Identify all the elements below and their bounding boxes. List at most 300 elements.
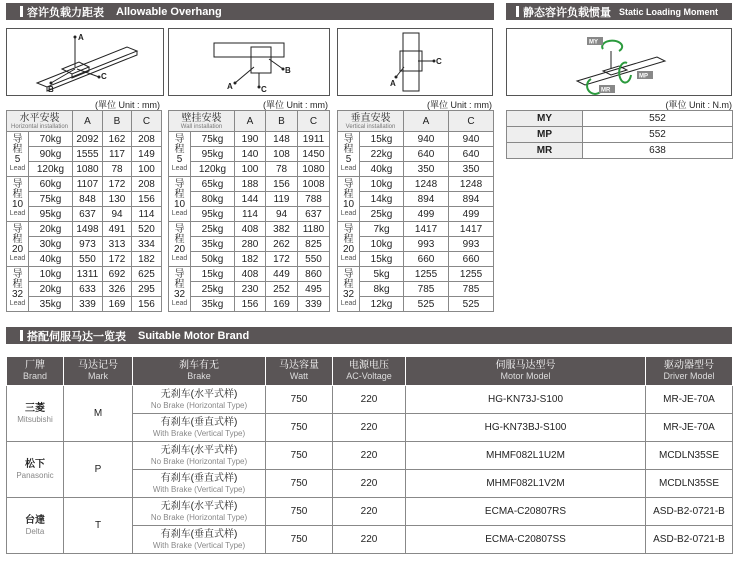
install-type-cn: 垂直安裝	[350, 112, 391, 124]
table-row	[169, 297, 330, 312]
diagram-label-b: B	[285, 66, 291, 75]
value-cell: 148	[266, 132, 298, 147]
table-row	[169, 222, 330, 237]
value-cell: 940	[449, 132, 494, 147]
value-cell: 640	[404, 147, 449, 162]
load-cell: 12kg	[360, 297, 404, 312]
value-cell: 1255	[404, 267, 449, 282]
watt-cell: 750	[266, 526, 333, 554]
value-cell: 940	[404, 132, 449, 147]
table-row	[507, 111, 733, 127]
table-row	[7, 162, 162, 177]
diagram-label-c: C	[261, 85, 267, 94]
value-cell: 144	[235, 192, 266, 207]
load-cell: 50kg	[191, 252, 235, 267]
load-cell: 10kg	[29, 267, 73, 282]
value-cell: 149	[132, 147, 162, 162]
value-cell: 350	[404, 162, 449, 177]
brake-en: With Brake (Vertical Type)	[152, 484, 246, 494]
value-cell: 825	[298, 237, 330, 252]
table-row	[169, 252, 330, 267]
value-cell: 162	[103, 132, 132, 147]
value-cell: 172	[103, 252, 132, 267]
lead-cell	[338, 222, 360, 267]
unit-label-nm: (單位 Unit : N.m)	[665, 100, 732, 110]
header-row	[169, 111, 330, 132]
value-cell: 973	[73, 237, 103, 252]
brand-en: Mitsubishi	[17, 414, 53, 424]
value-cell: 1311	[73, 267, 103, 282]
driver-model-cell: ASD-B2-0721-B	[646, 526, 733, 554]
lead-en: Lead	[9, 165, 26, 172]
install-type-cn: 壁挂安裝	[181, 112, 222, 124]
column-header: A	[235, 111, 266, 132]
diagram-label-mp: MP	[639, 73, 648, 80]
brake-en: With Brake (Vertical Type)	[152, 540, 246, 550]
brake-cell	[133, 386, 266, 414]
voltage-cell: 220	[333, 470, 406, 498]
lead-en: Lead	[9, 255, 26, 262]
moment-name-cell: MY	[507, 111, 583, 127]
static-section-header	[506, 3, 732, 20]
lead-number: 32	[342, 289, 355, 300]
table-row	[169, 207, 330, 222]
load-cell: 25kg	[191, 282, 235, 297]
load-cell: 25kg	[360, 207, 404, 222]
value-cell: 156	[266, 177, 298, 192]
voltage-cell: 220	[333, 414, 406, 442]
brake-cn: 有刹车(垂直式样)	[160, 416, 238, 428]
load-cell: 90kg	[29, 147, 73, 162]
vertical-overhang-table	[337, 110, 494, 312]
lead-cn: 导程	[343, 224, 354, 245]
value-cell: 1555	[73, 147, 103, 162]
moment-illustration	[507, 29, 731, 95]
moment-value-cell: 552	[583, 127, 733, 143]
brake-en: With Brake (Vertical Type)	[152, 428, 246, 438]
brake-cn: 无刹车(水平式样)	[160, 500, 238, 512]
load-cell: 120kg	[191, 162, 235, 177]
lead-cn: 导程	[174, 269, 185, 290]
watt-cell: 750	[266, 414, 333, 442]
static-moment-table	[506, 110, 733, 159]
brake-en: No Brake (Horizontal Type)	[150, 512, 248, 522]
motor-section-header	[6, 327, 732, 344]
lead-number: 10	[173, 199, 186, 210]
motor-model-cell: MHMF082L1U2M	[406, 442, 646, 470]
load-cell: 95kg	[29, 207, 73, 222]
header-en: Brake	[187, 371, 211, 381]
table-row	[7, 252, 162, 267]
table-row	[338, 252, 494, 267]
value-cell: 114	[132, 207, 162, 222]
brake-cell	[133, 526, 266, 554]
value-cell: 1417	[449, 222, 494, 237]
lead-cell	[169, 177, 191, 222]
value-cell: 785	[449, 282, 494, 297]
brand-cell	[7, 386, 64, 442]
header-cn: 马达容量	[279, 360, 319, 371]
table-row	[7, 192, 162, 207]
value-cell: 190	[235, 132, 266, 147]
column-header: A	[73, 111, 103, 132]
value-cell: 1080	[73, 162, 103, 177]
value-cell: 1180	[298, 222, 330, 237]
lead-cell	[7, 267, 29, 312]
load-cell: 15kg	[360, 252, 404, 267]
value-cell: 520	[132, 222, 162, 237]
column-header: C	[298, 111, 330, 132]
column-header	[646, 357, 733, 386]
value-cell: 499	[449, 207, 494, 222]
install-type-header	[7, 111, 73, 132]
table-row	[338, 192, 494, 207]
moment-name-cell: MP	[507, 127, 583, 143]
table-row	[169, 237, 330, 252]
value-cell: 100	[132, 162, 162, 177]
value-cell: 182	[235, 252, 266, 267]
header-en: Watt	[289, 371, 309, 381]
install-type-en: Vertical installation	[345, 123, 396, 130]
header-row	[7, 357, 733, 386]
table-row	[338, 222, 494, 237]
brake-cn: 有刹车(垂直式样)	[160, 472, 238, 484]
value-cell: 993	[404, 237, 449, 252]
value-cell: 295	[132, 282, 162, 297]
value-cell: 313	[103, 237, 132, 252]
table-row	[338, 207, 494, 222]
moment-value-cell: 552	[583, 111, 733, 127]
header-cn: 驱动器型号	[664, 360, 714, 371]
value-cell: 350	[449, 162, 494, 177]
lead-en: Lead	[171, 210, 188, 217]
diagram-label-mr: MR	[601, 87, 611, 94]
column-header: B	[103, 111, 132, 132]
table-row	[338, 132, 494, 147]
value-cell: 525	[449, 297, 494, 312]
load-cell: 35kg	[191, 297, 235, 312]
load-cell: 10kg	[360, 177, 404, 192]
table-row	[338, 267, 494, 282]
lead-cn: 导程	[174, 134, 185, 155]
header-cn: 伺服马达型号	[495, 360, 556, 371]
table-row	[169, 192, 330, 207]
lead-en: Lead	[171, 300, 188, 307]
install-type-header	[338, 111, 404, 132]
diagram-label-c: C	[436, 57, 442, 66]
value-cell: 1911	[298, 132, 330, 147]
value-cell: 156	[235, 297, 266, 312]
value-cell: 499	[404, 207, 449, 222]
table-row	[7, 147, 162, 162]
value-cell: 894	[404, 192, 449, 207]
lead-number: 20	[342, 244, 355, 255]
brand-cn: 松下	[25, 458, 45, 470]
load-cell: 75kg	[191, 132, 235, 147]
watt-cell: 750	[266, 442, 333, 470]
table-row	[7, 222, 162, 237]
table-row	[7, 207, 162, 222]
load-cell: 35kg	[29, 297, 73, 312]
static-title-en: Static Loading Moment	[619, 6, 718, 17]
moment-value-cell: 638	[583, 143, 733, 159]
table-row	[7, 442, 733, 470]
value-cell: 550	[73, 252, 103, 267]
static-moment-diagram	[506, 28, 732, 96]
lead-number: 5	[176, 154, 183, 165]
value-cell: 1450	[298, 147, 330, 162]
value-cell: 1107	[73, 177, 103, 192]
lead-number: 10	[342, 199, 355, 210]
horizontal-actuator-illustration	[7, 29, 163, 95]
lead-cn: 导程	[343, 269, 354, 290]
brand-en: Panasonic	[16, 470, 54, 480]
unit-label-mm: (單位 Unit : mm)	[427, 100, 492, 110]
value-cell: 495	[298, 282, 330, 297]
value-cell: 230	[235, 282, 266, 297]
voltage-cell: 220	[333, 442, 406, 470]
load-cell: 75kg	[29, 192, 73, 207]
table-row	[338, 237, 494, 252]
mark-cell: M	[64, 386, 133, 442]
table-row	[338, 162, 494, 177]
value-cell: 860	[298, 267, 330, 282]
static-title-cn: 静态容许负载惯量	[523, 6, 611, 19]
unit-label-mm: (單位 Unit : mm)	[263, 100, 328, 110]
driver-model-cell: MR-JE-70A	[646, 414, 733, 442]
diagram-label-a: A	[390, 79, 396, 88]
header-en: Brand	[22, 371, 48, 381]
load-cell: 95kg	[191, 207, 235, 222]
table-row	[507, 127, 733, 143]
value-cell: 408	[235, 267, 266, 282]
driver-model-cell: MCDLN35SE	[646, 470, 733, 498]
install-type-cn: 水平安裝	[19, 112, 60, 124]
column-header	[7, 357, 64, 386]
value-cell: 119	[266, 192, 298, 207]
diagram-label-c: C	[101, 72, 107, 81]
table-row	[507, 143, 733, 159]
brake-cell	[133, 498, 266, 526]
vertical-install-diagram	[337, 28, 493, 96]
table-row	[338, 177, 494, 192]
brake-en: No Brake (Horizontal Type)	[150, 400, 248, 410]
overhang-title-en: Allowable Overhang	[116, 5, 222, 18]
value-cell: 1008	[298, 177, 330, 192]
value-cell: 894	[449, 192, 494, 207]
lead-number: 20	[11, 244, 24, 255]
lead-en: Lead	[9, 300, 26, 307]
brand-cell	[7, 442, 64, 498]
lead-en: Lead	[340, 300, 357, 307]
lead-number: 10	[11, 199, 24, 210]
table-row	[7, 386, 733, 414]
value-cell: 408	[235, 222, 266, 237]
load-cell: 95kg	[191, 147, 235, 162]
lead-cn: 导程	[12, 179, 23, 200]
column-header	[406, 357, 646, 386]
table-row	[338, 297, 494, 312]
lead-number: 32	[173, 289, 186, 300]
lead-en: Lead	[171, 165, 188, 172]
brake-cn: 无刹车(水平式样)	[160, 388, 238, 400]
value-cell: 1498	[73, 222, 103, 237]
load-cell: 80kg	[191, 192, 235, 207]
lead-cn: 导程	[174, 224, 185, 245]
value-cell: 280	[235, 237, 266, 252]
table-row	[7, 297, 162, 312]
table-row	[169, 177, 330, 192]
horizontal-overhang-table	[6, 110, 162, 312]
brake-cn: 有刹车(垂直式样)	[160, 528, 238, 540]
header-cn: 电源电压	[349, 360, 389, 371]
value-cell: 334	[132, 237, 162, 252]
lead-cell	[338, 177, 360, 222]
header-cn: 厂牌	[25, 360, 45, 371]
table-row	[7, 132, 162, 147]
value-cell: 100	[235, 162, 266, 177]
diagram-label-a: A	[227, 82, 233, 91]
value-cell: 108	[266, 147, 298, 162]
value-cell: 525	[404, 297, 449, 312]
value-cell: 2092	[73, 132, 103, 147]
wall-overhang-table	[168, 110, 330, 312]
lead-cell	[169, 267, 191, 312]
lead-number: 5	[345, 154, 352, 165]
header-cn: 马达记号	[78, 360, 118, 371]
column-header: B	[266, 111, 298, 132]
load-cell: 25kg	[191, 222, 235, 237]
overhang-section-header	[6, 3, 494, 20]
table-row	[169, 147, 330, 162]
watt-cell: 750	[266, 386, 333, 414]
load-cell: 22kg	[360, 147, 404, 162]
load-cell: 30kg	[29, 237, 73, 252]
column-header	[133, 357, 266, 386]
driver-model-cell: ASD-B2-0721-B	[646, 498, 733, 526]
lead-cell	[7, 177, 29, 222]
load-cell: 35kg	[191, 237, 235, 252]
install-type-en: Horizontal installation	[10, 123, 69, 130]
value-cell: 172	[103, 177, 132, 192]
lead-number: 5	[14, 154, 21, 165]
mark-cell: T	[64, 498, 133, 554]
table-row	[7, 237, 162, 252]
column-header	[64, 357, 133, 386]
watt-cell: 750	[266, 498, 333, 526]
diagram-label-b: B	[48, 85, 54, 94]
value-cell: 114	[235, 207, 266, 222]
lead-cell	[169, 222, 191, 267]
lead-cell	[7, 132, 29, 177]
install-type-en: Wall installation	[180, 123, 223, 130]
load-cell: 120kg	[29, 162, 73, 177]
value-cell: 172	[266, 252, 298, 267]
vertical-actuator-illustration	[338, 29, 492, 95]
value-cell: 637	[73, 207, 103, 222]
table-row	[338, 147, 494, 162]
lead-cn: 导程	[343, 179, 354, 200]
motor-title-en: Suitable Motor Brand	[138, 329, 250, 342]
header-row	[7, 111, 162, 132]
value-cell: 788	[298, 192, 330, 207]
value-cell: 993	[449, 237, 494, 252]
load-cell: 14kg	[360, 192, 404, 207]
header-mark	[20, 330, 23, 341]
column-header	[333, 357, 406, 386]
voltage-cell: 220	[333, 526, 406, 554]
motor-model-cell: HG-KN73BJ-S100	[406, 414, 646, 442]
value-cell: 262	[266, 237, 298, 252]
load-cell: 20kg	[29, 282, 73, 297]
column-header	[266, 357, 333, 386]
column-header: A	[404, 111, 449, 132]
brand-cn: 台達	[25, 514, 45, 526]
value-cell: 326	[103, 282, 132, 297]
value-cell: 382	[266, 222, 298, 237]
brake-cell	[133, 414, 266, 442]
value-cell: 491	[103, 222, 132, 237]
header-en: Motor Model	[500, 371, 551, 381]
horizontal-install-diagram	[6, 28, 164, 96]
column-header: C	[132, 111, 162, 132]
value-cell: 94	[266, 207, 298, 222]
header-en: Mark	[88, 371, 108, 381]
load-cell: 7kg	[360, 222, 404, 237]
lead-cell	[169, 132, 191, 177]
lead-number: 20	[173, 244, 186, 255]
header-en: AC-Voltage	[346, 371, 392, 381]
table-row	[169, 132, 330, 147]
table-row	[7, 177, 162, 192]
lead-en: Lead	[340, 210, 357, 217]
load-cell: 40kg	[360, 162, 404, 177]
lead-en: Lead	[171, 255, 188, 262]
value-cell: 785	[404, 282, 449, 297]
brake-cn: 无刹车(水平式样)	[160, 444, 238, 456]
lead-cn: 导程	[12, 134, 23, 155]
motor-brand-table	[6, 356, 733, 554]
wall-actuator-illustration	[169, 29, 329, 95]
table-row	[169, 267, 330, 282]
load-cell: 70kg	[29, 132, 73, 147]
load-cell: 8kg	[360, 282, 404, 297]
mark-cell: P	[64, 442, 133, 498]
value-cell: 339	[73, 297, 103, 312]
table-row	[7, 267, 162, 282]
value-cell: 117	[103, 147, 132, 162]
motor-model-cell: HG-KN73J-S100	[406, 386, 646, 414]
load-cell: 10kg	[360, 237, 404, 252]
value-cell: 848	[73, 192, 103, 207]
header-en: Driver Model	[663, 371, 715, 381]
value-cell: 156	[132, 192, 162, 207]
table-row	[7, 282, 162, 297]
value-cell: 156	[132, 297, 162, 312]
value-cell: 169	[103, 297, 132, 312]
value-cell: 182	[132, 252, 162, 267]
value-cell: 660	[404, 252, 449, 267]
value-cell: 625	[132, 267, 162, 282]
lead-cell	[338, 267, 360, 312]
driver-model-cell: MR-JE-70A	[646, 386, 733, 414]
unit-label-mm: (單位 Unit : mm)	[95, 100, 160, 110]
lead-en: Lead	[340, 165, 357, 172]
load-cell: 20kg	[29, 222, 73, 237]
wall-install-diagram	[168, 28, 330, 96]
load-cell: 65kg	[191, 177, 235, 192]
value-cell: 1417	[404, 222, 449, 237]
